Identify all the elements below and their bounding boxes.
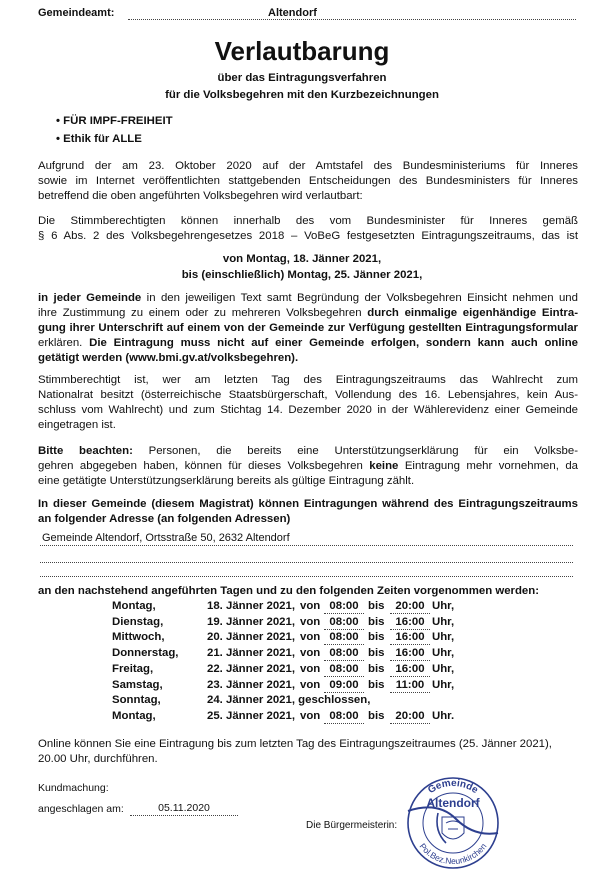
paragraph-bitte-beachten [38,444,578,489]
schedule-day: Sonntag, [112,694,161,707]
schedule-date: 21. Jänner 2021, [207,647,296,660]
bullet-item-2: • Ethik für ALLE [56,133,142,145]
subtitle-line2: für die Volksbegehren mit den Kurzbezeichnungen [165,89,439,101]
p3-line5: getätigt werden (www.bmi.gv.at/volksbegehren). [38,352,299,364]
p6-line2: an folgender Adresse (an folgenden Adressen) [38,513,291,525]
bullet-item-1: • FÜR IMPF-FREIHEIT [56,115,173,127]
signer-label: Die Bürgermeisterin: [306,820,398,831]
schedule-from-time: 08:00 [324,709,364,724]
schedule-row [112,615,552,629]
schedule-date: 25. Jänner 2021, [207,709,296,722]
seal-stamp-icon [398,771,508,871]
paragraph-stimmberechtigte [38,214,578,244]
p2-line1: Die Stimmberechtigten können innerhalb des vom Bundesminister für Inneres gemäß [38,215,578,227]
schedule-day: Dienstag, [112,615,164,628]
schedule-day: Montag, [112,709,156,722]
schedule-to-time: 20:00 [390,709,430,724]
kundmachung-label: Kundmachung: [38,782,109,794]
schedule-von: von [300,678,321,691]
schedule-uhr: Uhr, [432,662,455,675]
schedule-uhr: Uhr, [432,631,455,644]
p3-line1: in jeder Gemeinde in den jeweiligen Text samt Begründung der Volksbegehren Einsicht nehmen und [38,292,578,304]
p2-line2: § 6 Abs. 2 des Volksbegehrengesetzes 2018 – VoBeG festgesetzten Eintragungszeitraums, das ist [38,230,578,242]
schedule-to-time: 11:00 [390,678,430,693]
schedule-to-time: 16:00 [390,662,430,677]
p4-line4: eingetragen ist. [38,419,116,431]
p4-line3: schluss vom Wahlrecht) und zum Stichtag 14. Dezember 2020 in der Wählerevidenz einer Gemeinde [38,404,578,416]
seal-top-text: Gemeinde [426,777,480,797]
online-line2: 20.00 Uhr, durchführen. [38,753,158,765]
angeschlagen-value: 05.11.2020 [158,802,210,814]
schedule-to-time: 20:00 [390,599,430,614]
schedule-von: von [300,709,321,722]
schedule-bis: bis [368,631,385,644]
schedule-von: von [300,615,321,628]
schedule-row [112,630,552,644]
seal-bottom-text: Pol.Bez.Neunkirchen [417,841,489,867]
schedule-date: 23. Jänner 2021, [207,678,296,691]
schedule-from-time: 08:00 [324,599,364,614]
address-value: Gemeinde Altendorf, Ortsstraße 50, 2632 Altendorf [42,532,290,544]
angeschlagen-label: angeschlagen am: [38,803,124,815]
schedule-uhr: Uhr, [432,615,455,628]
schedule-date: 18. Jänner 2021, [207,600,296,612]
schedule-bis: bis [368,600,385,612]
subtitle-line1: über das Eintragungsverfahren [217,72,387,84]
schedule-from-time: 09:00 [324,678,364,693]
schedule-row [112,599,552,613]
gemeindeamt-value: Altendorf [268,7,317,19]
schedule-row [112,678,552,692]
schedule-bis: bis [368,615,385,628]
intro-line2: sowie im Internet veröffentlichten stattgebenden Entscheidungen des Bundesministers für Inneres [38,175,578,187]
p5-line3: eine getätigte Unterstützungserklärung bereits als gültige Eintragung zählt. [38,475,415,487]
p5-line2: gehren abgegeben haben, können für dieses Volksbegehren keine Eintragung mehr vornehmen, da [38,460,578,472]
p5-line1: Bitte beachten: Personen, die bereits eine Unterstützungserklärung für ein Volksbe- [38,445,578,457]
schedule-uhr: Uhr, [432,678,455,691]
address-line-2 [40,562,573,563]
schedule-uhr: Uhr, [432,600,455,612]
schedule-to-time: 16:00 [390,630,430,645]
p3-line4: erklären. Die Eintragung muss nicht auf einer Gemeinde erfolgen, sondern kann auch online [38,337,578,349]
schedule-table [112,599,552,729]
schedule-bis: bis [368,709,385,722]
schedule-uhr: Uhr. [432,709,455,722]
schedule-from-time: 08:00 [324,646,364,661]
svg-text:Gemeinde [426,778,480,796]
p6-line1: In dieser Gemeinde (diesem Magistrat) können Eintragungen während des Eintragungszeitraums [38,498,578,510]
schedule-day: Donnerstag, [112,647,179,660]
svg-text:Pol.Bez.Neunkirchen [418,841,489,866]
schedule-day: Mittwoch, [112,631,165,644]
schedule-bis: bis [368,662,385,675]
seal-center-text: Altendorf [426,796,480,810]
schedule-uhr: Uhr, [432,647,455,660]
schedule-von: von [300,662,321,675]
address-line-3 [40,576,573,577]
schedule-bis: bis [368,678,385,691]
schedule-to-time: 16:00 [390,615,430,630]
schedule-day: Montag, [112,600,156,612]
schedule-row [112,646,552,660]
schedule-day: Samstag, [112,678,163,691]
schedule-row [112,693,552,707]
schedule-heading: an den nachstehend angeführten Tagen und zu den folgenden Zeiten vorgenommen werden: [38,585,540,597]
schedule-from-time: 08:00 [324,662,364,677]
schedule-bis: bis [368,647,385,660]
schedule-from-time: 08:00 [324,630,364,645]
official-seal [398,771,508,871]
period-line2: bis (einschließlich) Montag, 25. Jänner 2021, [181,269,423,281]
paragraph-adresse [38,497,578,527]
schedule-von: von [300,631,321,644]
intro-paragraph [38,159,578,204]
schedule-von: von [300,647,321,660]
schedule-to-time: 16:00 [390,646,430,661]
schedule-row [112,709,552,723]
gemeindeamt-line [128,19,576,20]
schedule-date: 24. Jänner 2021, geschlossen, [207,694,371,707]
p3-line2: ihre Zustimmung zu einem oder zu mehreren Volksbegehren durch einmalige eigenhändige Eintra- [38,307,578,319]
bullet-icon: • [56,133,64,145]
paragraph-stimmberechtigt [38,373,578,433]
schedule-date: 19. Jänner 2021, [207,615,296,628]
p3-line3: gung ihrer Unterschrift auf einem von der Gemeinde zur Verfügung gestellten Eintragungsformular [38,322,578,334]
schedule-day: Freitag, [112,662,154,675]
page-title: Verlautbarung [214,36,390,66]
intro-line3: betreffend die oben angeführten Volksbegehren wird verlautbart: [38,190,363,202]
schedule-from-time: 08:00 [324,615,364,630]
schedule-date: 20. Jänner 2021, [207,631,296,644]
p4-line2: Nationalrat besitzt (österreichische Staatsbürgerschaft, Vollendung des 16. Lebensjahres, kein Aus- [38,389,578,401]
intro-line1: Aufgrund der am 23. Oktober 2020 auf der Amtstafel des Bundesministeriums für Inneres [38,160,578,172]
period-line1: von Montag, 18. Jänner 2021, [222,253,382,265]
paragraph-gemeinde [38,291,578,366]
gemeindeamt-label: Gemeindeamt: [38,7,115,19]
paragraph-online [38,737,578,767]
bullet-icon: • [56,115,64,127]
schedule-row [112,662,552,676]
schedule-date: 22. Jänner 2021, [207,662,296,675]
schedule-von: von [300,600,321,612]
online-line1: Online können Sie eine Eintragung bis zum letzten Tag des Eintragungszeitraumes (25. Jänner 2021), [38,738,552,750]
p4-line1: Stimmberechtigt ist, wer am letzten Tag des Eintragungszeitraums das Wahlrecht zum [38,374,578,386]
